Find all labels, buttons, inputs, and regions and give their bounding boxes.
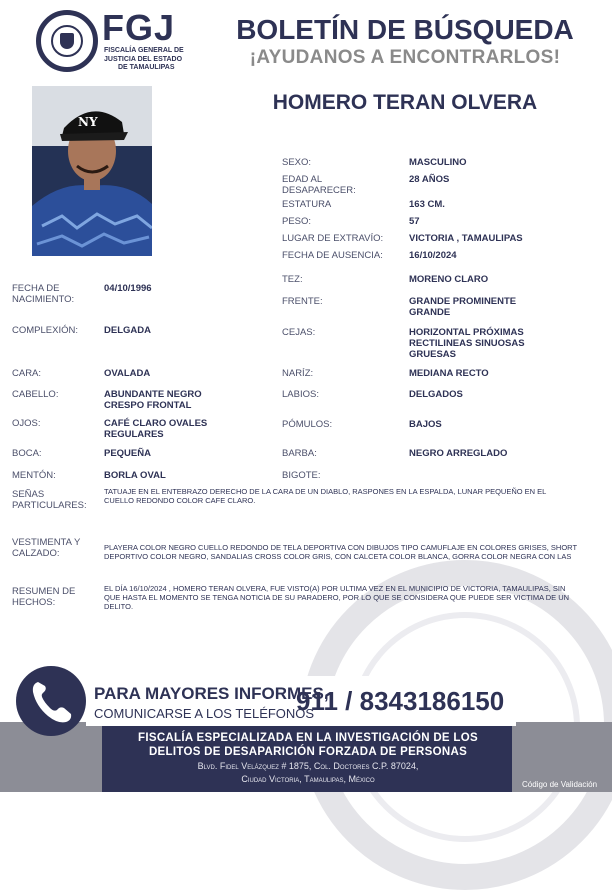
validation-code-label: Código de Validación — [522, 780, 598, 789]
label-labios: LABIOS: — [282, 389, 319, 400]
logo-sub-line: JUSTICIA DEL ESTADO — [104, 55, 183, 63]
label-nacimiento: FECHA DE NACIMIENTO: — [12, 283, 75, 305]
footer-line2: DELITOS DE DESAPARICIÓN FORZADA DE PERSONAS — [148, 746, 468, 758]
label-sexo: SEXO: — [282, 157, 312, 168]
label-peso: PESO: — [282, 216, 312, 227]
contact-line1: PARA MAYORES INFORMES, — [94, 684, 329, 703]
label-frente: FRENTE: — [282, 296, 323, 307]
value-cejas: HORIZONTAL PRÓXIMAS RECTILINEAS SINUOSAS GRUESAS — [409, 327, 525, 360]
label-nariz: NARÍZ: — [282, 368, 314, 379]
person-photo — [32, 86, 152, 256]
value-boca: PEQUEÑA — [104, 448, 151, 459]
value-menton: BORLA OVAL — [104, 470, 166, 481]
label-tez: TEZ: — [282, 274, 303, 285]
value-cabello: ABUNDANTE NEGRO CRESPO FRONTAL — [104, 389, 202, 411]
label-estatura: ESTATURA — [282, 199, 332, 210]
footer-line1: FISCALÍA ESPECIALIZADA EN LA INVESTIGACIÓN DE LOS — [138, 732, 478, 744]
label-barba: BARBA: — [282, 448, 317, 459]
contact-phone[interactable]: 911 / 8343186150 — [296, 686, 505, 716]
value-nacimiento: 04/10/1996 — [104, 283, 152, 294]
label-complexion: COMPLEXIÓN: — [12, 325, 78, 336]
value-barba: NEGRO ARREGLADO — [409, 448, 508, 459]
value-frente: GRANDE PROMINENTE GRANDE — [409, 296, 517, 318]
value-estatura: 163 CM. — [409, 199, 445, 210]
value-cara: OVALADA — [104, 368, 151, 379]
value-complexion: DELGADA — [104, 325, 151, 336]
logo-sub-line: DE TAMAULIPAS — [118, 64, 175, 71]
value-vestimenta: PLAYERA COLOR NEGRO CUELLO REDONDO DE TELA DEPORTIVA CON DIBUJOS TIPO CAMUFLAJE EN COLORES GRISES, SHORT DEPORTIVO COLOR NEGRO, SANDALIAS CROSS COLOR GRIS, CON CALCETA COLOR BLANCA, GORRA COLOR NEGRA CON LAS — [104, 543, 577, 561]
label-cara: CARA: — [12, 368, 42, 379]
label-ojos: OJOS: — [12, 418, 41, 429]
value-senas: TATUAJE EN EL ENTEBRAZO DERECHO DE LA CARA DE UN DIABLO, RASPONES EN LA ESPALDA, LUNAR PEQUEÑO EN EL CUELLO REDONDO COLOR CAFE CLARO. — [104, 487, 547, 505]
bulletin-subtitle: ¡AYUDANOS A ENCONTRARLOS! — [249, 47, 561, 68]
label-cejas: CEJAS: — [282, 327, 316, 338]
value-labios: DELGADOS — [409, 389, 463, 400]
value-tez: MORENO CLARO — [409, 274, 489, 285]
svg-text:NY: NY — [78, 115, 98, 129]
label-cabello: CABELLO: — [12, 389, 59, 400]
person-name: HOMERO TERAN OLVERA — [272, 91, 538, 114]
logo-sub-line: FISCALÍA GENERAL DE — [104, 47, 184, 54]
footer-city: Ciudad Victoria, Tamaulipas, México — [241, 774, 375, 784]
value-fecha-ausencia: 16/10/2024 — [409, 250, 457, 261]
label-vestimenta: VESTIMENTA Y CALZADO: — [12, 537, 81, 559]
value-pomulos: BAJOS — [409, 419, 442, 430]
logo-subtitle — [104, 47, 204, 73]
label-boca: BOCA: — [12, 448, 42, 459]
label-bigote: BIGOTE: — [282, 470, 321, 481]
logo-text: FGJ — [102, 7, 176, 48]
value-sexo: MASCULINO — [409, 157, 467, 168]
label-menton: MENTÓN: — [12, 470, 56, 481]
value-peso: 57 — [409, 216, 420, 227]
contact-line2: COMUNICARSE A LOS TELÉFONOS — [94, 706, 315, 721]
value-nariz: MEDIANA RECTO — [409, 368, 489, 379]
fgj-shield-logo — [36, 10, 98, 72]
footer-address: Blvd. Fidel Velázquez # 1875, Col. Doctores C.P. 87024, — [197, 761, 419, 771]
bulletin-title: BOLETÍN DE BÚSQUEDA — [236, 14, 574, 45]
value-lugar: VICTORIA , TAMAULIPAS — [409, 233, 523, 244]
value-ojos: CAFÉ CLARO OVALES REGULARES — [104, 418, 208, 440]
value-edad: 28 AÑOS — [409, 174, 450, 185]
label-lugar: LUGAR DE EXTRAVÍO: — [282, 233, 384, 244]
label-senas: SEÑAS PARTICULARES: — [12, 489, 87, 511]
label-pomulos: PÓMULOS: — [282, 419, 333, 430]
value-resumen: EL DÍA 16/10/2024 , HOMERO TERAN OLVERA, FUE VISTO(A) POR ULTIMA VEZ EN EL MUNICIPIO DE VICTORIA, TAMAULIPAS, SIN QUE HASTA EL MOMENTO SE TENGA NOTICIA DE SU PARADERO, POR LO QUE SE CONSIDERA QUE PUEDE SER VICTIMA DE UN DELITO. — [104, 584, 570, 611]
phone-icon — [16, 666, 86, 736]
label-edad: EDAD AL DESAPARECER: — [282, 174, 356, 196]
label-resumen: RESUMEN DE HECHOS: — [12, 586, 76, 608]
label-fecha-ausencia: FECHA DE AUSENCIA: — [282, 250, 383, 261]
